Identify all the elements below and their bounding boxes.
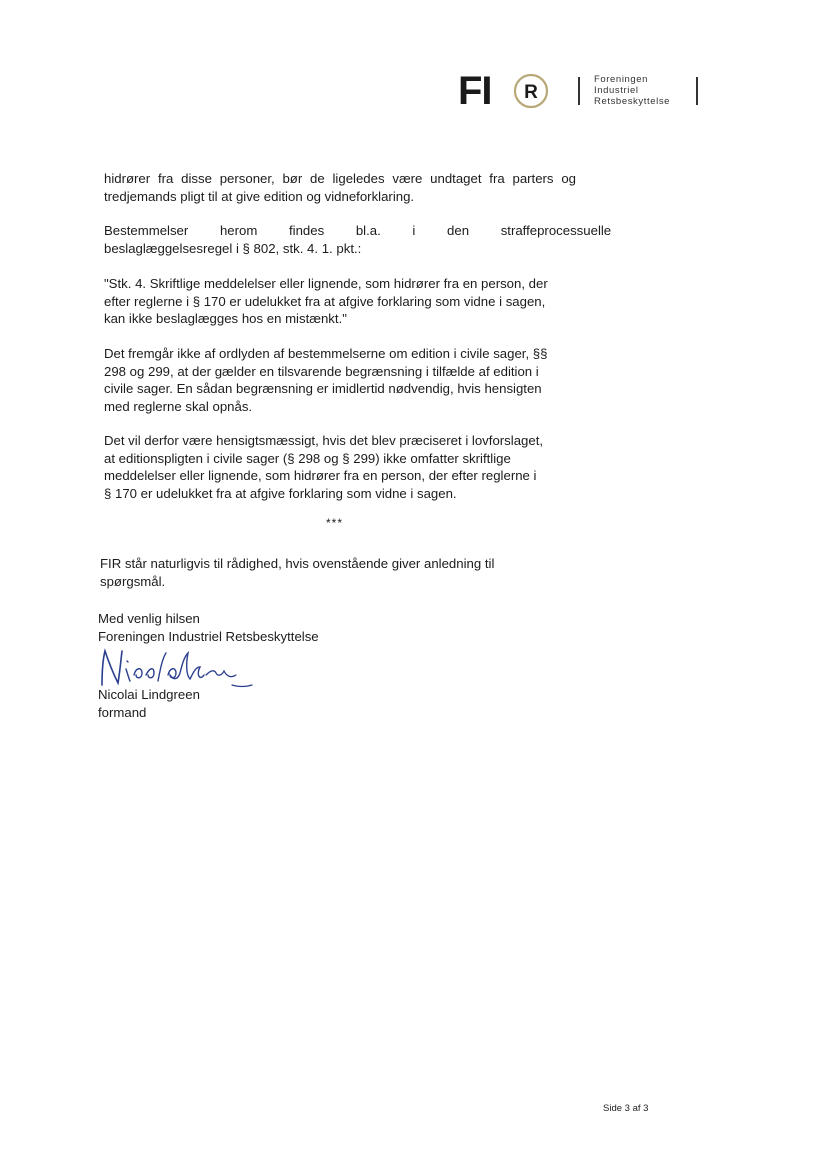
paragraph-line: at editionspligten i civile sager (§ 298 og § 299) ikke omfatter skriftlige bbox=[104, 450, 511, 466]
logo-org-name bbox=[594, 74, 670, 107]
signatory-block bbox=[98, 686, 200, 722]
paragraph-2 bbox=[104, 222, 612, 257]
logo-divider-left bbox=[578, 77, 580, 105]
paragraph-line: kan ikke beslaglægges hos en mistænkt." bbox=[104, 311, 347, 326]
paragraph-5 bbox=[104, 432, 576, 502]
paragraph-line: § 170 er udelukket fra at afgive forklaring som vidne i sagen. bbox=[104, 485, 457, 501]
logo-r-letter: R bbox=[524, 82, 538, 103]
paragraph-line: efter reglerne i § 170 er udelukket fra at afgive forklaring som vidne i sagen, bbox=[104, 293, 546, 309]
paragraph-line: tredjemands pligt til at give edition og vidneforklaring. bbox=[104, 188, 415, 204]
paragraph-line: civile sager. En sådan begrænsning er imidlertid nødvendig, hvis hensigten bbox=[104, 381, 542, 396]
paragraph-6 bbox=[100, 555, 572, 590]
paragraph-3-quote bbox=[104, 275, 576, 328]
org-line-1: Foreningen bbox=[594, 74, 649, 85]
paragraph-line: med reglerne skal opnås. bbox=[104, 398, 253, 414]
closing-organization: Foreningen Industriel Retsbeskyttelse bbox=[98, 629, 319, 644]
org-line-3: Retsbeskyttelse bbox=[594, 96, 671, 107]
page-number: Side 3 af 3 bbox=[603, 1103, 649, 1114]
paragraph-line: Det vil derfor være hensigtsmæssigt, hvis det blev præciseret i lovforslaget, bbox=[104, 433, 544, 448]
paragraph-line: hidrører fra disse personer, bør de ligeledes være undtaget fra parters og bbox=[104, 171, 576, 186]
paragraph-line: beslaglæggelsesregel i § 802, stk. 4. 1. pkt.: bbox=[104, 240, 362, 256]
paragraph-line: Bestemmelser herom findes bl.a. i den straffeprocessuelle bbox=[104, 223, 612, 238]
signatory-title: formand bbox=[98, 705, 147, 720]
org-line-2: Industriel bbox=[594, 85, 639, 96]
paragraph-line: FIR står naturligvis til rådighed, hvis ovenstående giver anledning til bbox=[100, 556, 495, 571]
paragraph-line: 298 og 299, at der gælder en tilsvarende begrænsning i tilfælde af edition i bbox=[104, 363, 539, 379]
paragraph-1 bbox=[104, 170, 576, 205]
paragraph-line: meddelelser eller lignende, som hidrører fra en person, der efter reglerne i bbox=[104, 468, 537, 483]
closing-greeting: Med venlig hilsen bbox=[98, 611, 200, 626]
signatory-name: Nicolai Lindgreen bbox=[98, 687, 200, 702]
closing-greeting-block bbox=[98, 610, 319, 646]
paragraph-4 bbox=[104, 345, 576, 415]
paragraph-line: Det fremgår ikke af ordlyden af bestemmelserne om edition i civile sager, §§ bbox=[104, 346, 548, 361]
section-separator: *** bbox=[326, 516, 344, 530]
paragraph-line: spørgsmål. bbox=[100, 573, 166, 589]
logo-r-circle-icon bbox=[513, 73, 549, 109]
logo-letters: FI bbox=[458, 69, 492, 113]
paragraph-line: "Stk. 4. Skriftlige meddelelser eller lignende, som hidrører fra en person, der bbox=[104, 276, 548, 291]
logo-divider-right bbox=[696, 77, 698, 105]
